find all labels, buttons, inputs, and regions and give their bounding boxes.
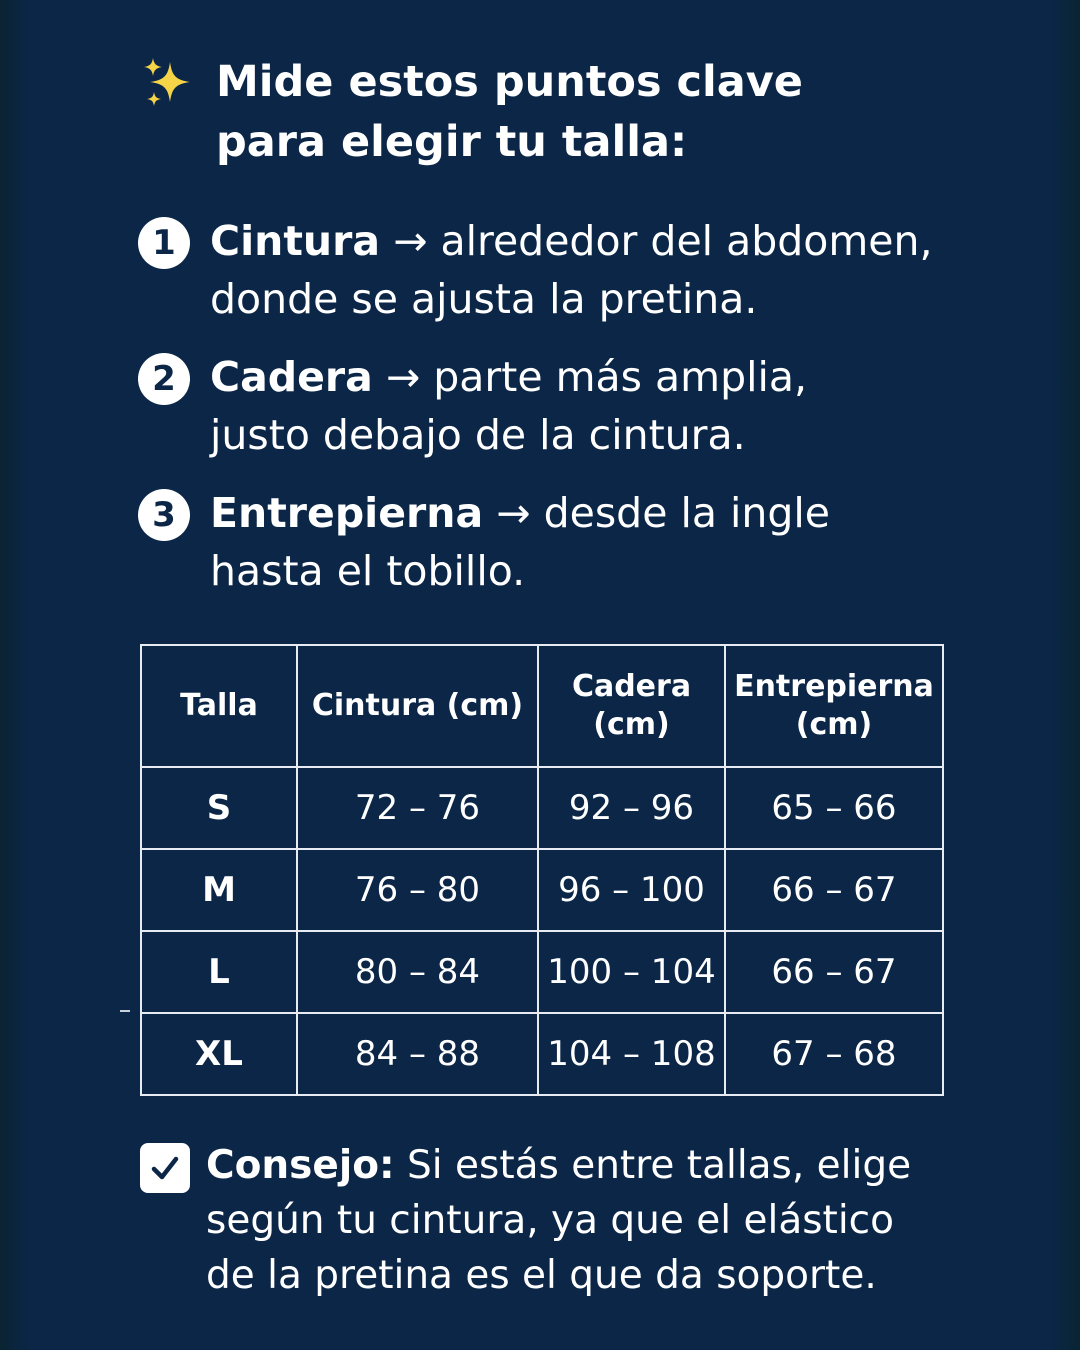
cell-size: S xyxy=(141,767,297,849)
edge-tick-mark xyxy=(120,1010,130,1012)
cell-entrepierna: 67 – 68 xyxy=(725,1013,943,1095)
step-desc: desde la ingle xyxy=(543,489,831,537)
step-cintura xyxy=(138,212,998,328)
cell-entrepierna: 66 – 67 xyxy=(725,849,943,931)
cell-size: M xyxy=(141,849,297,931)
header-cintura: Cintura (cm) xyxy=(297,645,538,767)
table-header-row xyxy=(141,645,943,767)
title-line-1: Mide estos puntos clave xyxy=(216,57,803,107)
step-desc: alrededor del abdomen, xyxy=(440,217,933,265)
header-cadera-line2: (cm) xyxy=(593,707,670,742)
step-text-3 xyxy=(210,484,830,600)
cell-cadera: 92 – 96 xyxy=(538,767,725,849)
step-number-3: 3 xyxy=(138,489,190,541)
step-line-1 xyxy=(210,484,830,542)
cell-cintura: 72 – 76 xyxy=(297,767,538,849)
cell-cadera: 96 – 100 xyxy=(538,849,725,931)
page-title xyxy=(216,52,803,172)
arrow-icon: → xyxy=(496,489,531,537)
header-cadera-line1: Cadera xyxy=(571,669,692,704)
cell-cintura: 84 – 88 xyxy=(297,1013,538,1095)
step-line-2: hasta el tobillo. xyxy=(210,547,526,595)
step-line-1 xyxy=(210,348,807,406)
step-term: Cadera xyxy=(210,353,373,401)
step-desc: parte más amplia, xyxy=(433,353,808,401)
measurement-steps xyxy=(138,212,998,620)
header-entrepierna xyxy=(725,645,943,767)
cell-size: XL xyxy=(141,1013,297,1095)
cell-entrepierna: 65 – 66 xyxy=(725,767,943,849)
header-cadera xyxy=(538,645,725,767)
tip-line-3: de la pretina es el que da soporte. xyxy=(206,1253,877,1298)
step-term: Cintura xyxy=(210,217,381,265)
step-line-1 xyxy=(210,212,933,270)
step-cadera xyxy=(138,348,998,464)
sparkles-icon xyxy=(140,56,196,112)
check-icon xyxy=(148,1151,182,1185)
tip-line-1 xyxy=(206,1138,911,1193)
tip-text xyxy=(206,1138,911,1303)
title-line-2: para elegir tu talla: xyxy=(216,117,688,167)
step-number-1: 1 xyxy=(138,217,190,269)
table-row xyxy=(141,849,943,931)
step-text-2 xyxy=(210,348,807,464)
checkbox-checked-icon xyxy=(140,1143,190,1193)
arrow-icon: → xyxy=(393,217,428,265)
cell-cadera: 104 – 108 xyxy=(538,1013,725,1095)
header-talla: Talla xyxy=(141,645,297,767)
tip-section xyxy=(140,1138,980,1303)
tip-label: Consejo: xyxy=(206,1143,395,1188)
step-text-1 xyxy=(210,212,933,328)
table-row xyxy=(141,767,943,849)
step-term: Entrepierna xyxy=(210,489,484,537)
size-chart-table xyxy=(140,644,944,1096)
cell-cintura: 76 – 80 xyxy=(297,849,538,931)
step-number-2: 2 xyxy=(138,353,190,405)
step-line-2: justo debajo de la cintura. xyxy=(210,411,746,459)
header-entrepierna-line1: Entrepierna xyxy=(734,669,934,704)
table-row xyxy=(141,1013,943,1095)
cell-cintura: 80 – 84 xyxy=(297,931,538,1013)
tip-line-1-rest: Si estás entre tallas, elige xyxy=(407,1143,912,1188)
cell-size: L xyxy=(141,931,297,1013)
step-line-2: donde se ajusta la pretina. xyxy=(210,275,758,323)
header xyxy=(140,52,960,172)
cell-cadera: 100 – 104 xyxy=(538,931,725,1013)
header-entrepierna-line2: (cm) xyxy=(795,707,873,742)
step-entrepierna xyxy=(138,484,998,600)
arrow-icon: → xyxy=(385,353,421,401)
tip-line-2: según tu cintura, ya que el elástico xyxy=(206,1198,894,1243)
cell-entrepierna: 66 – 67 xyxy=(725,931,943,1013)
table-row xyxy=(141,931,943,1013)
